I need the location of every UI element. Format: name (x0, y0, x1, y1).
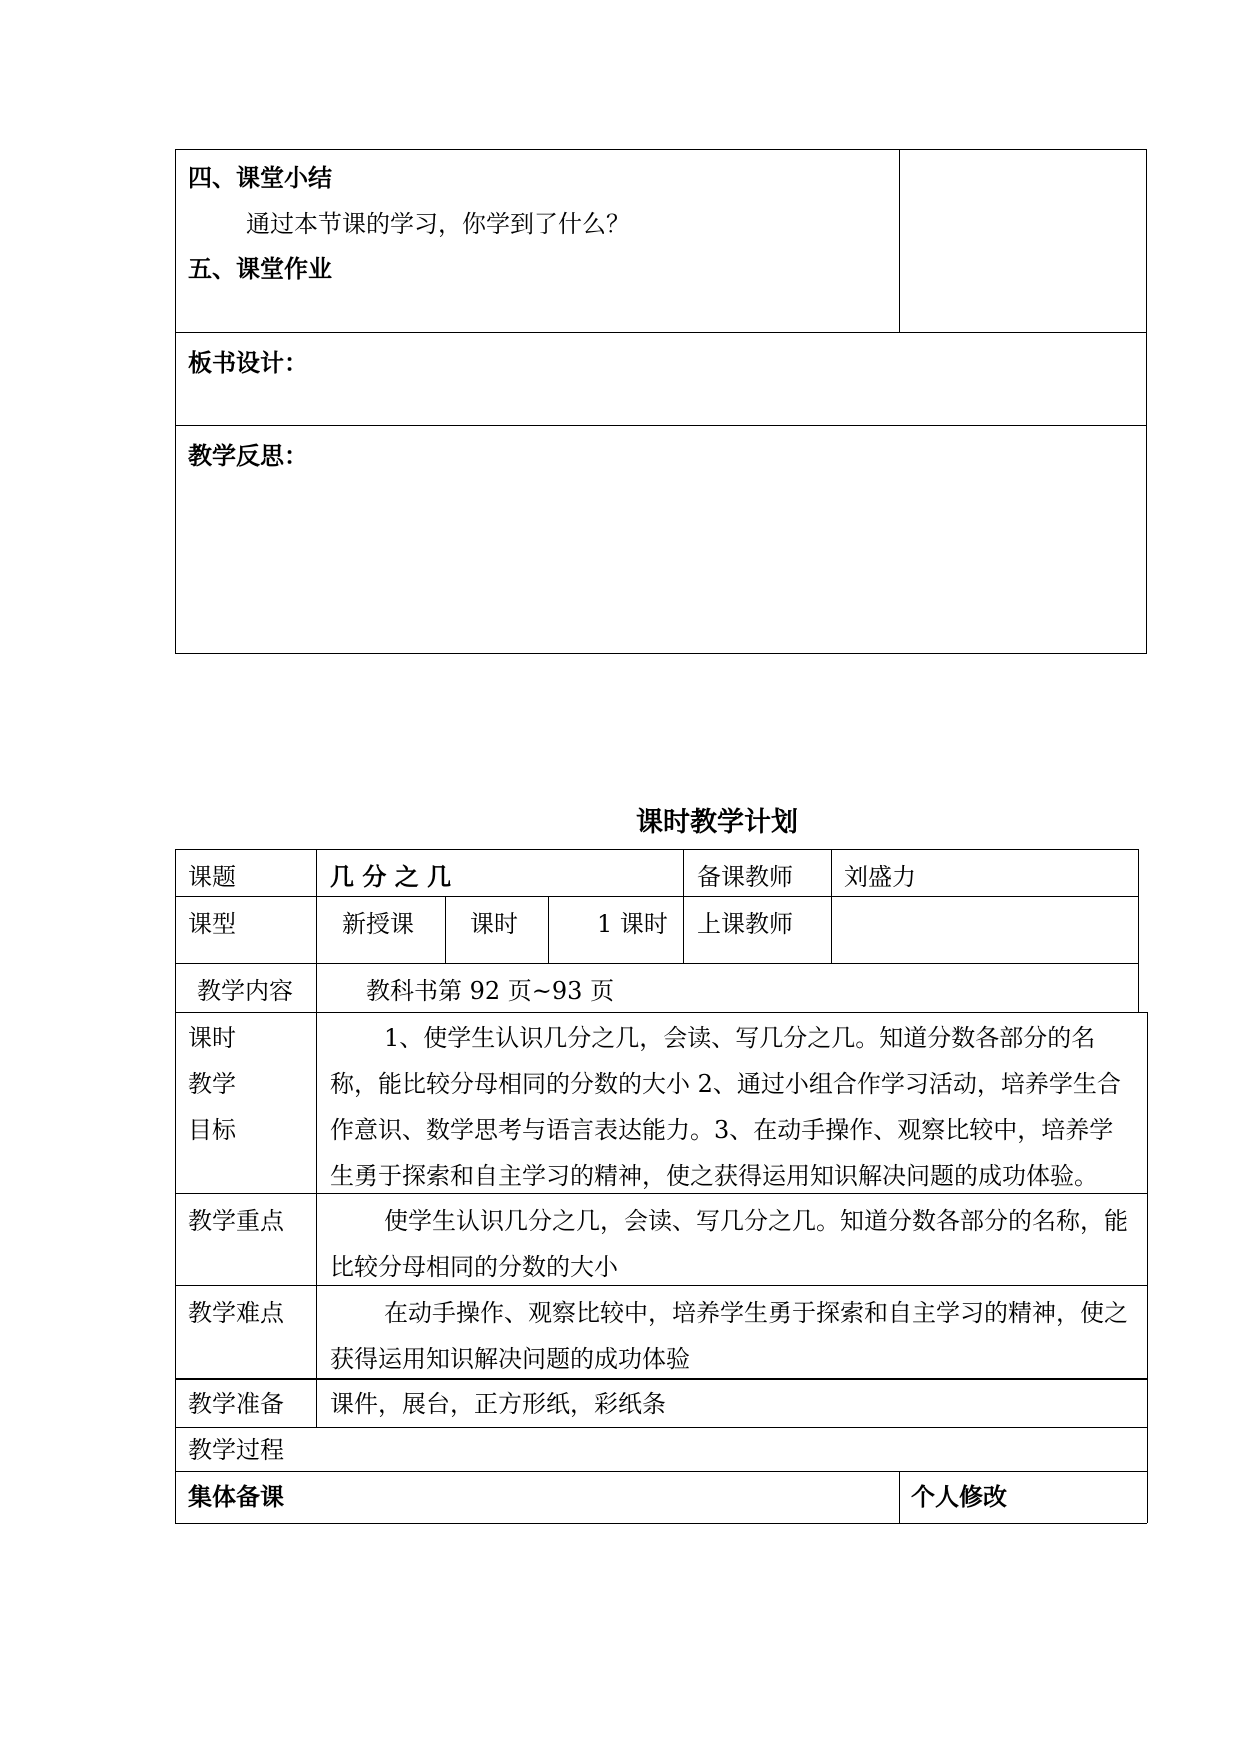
plan-bottom-border (175, 1523, 1147, 1524)
period-value: 1 课时 (597, 910, 668, 938)
plan-row-divider (175, 1471, 1147, 1472)
prep-teacher-label: 备课教师 (697, 863, 793, 891)
plan-right-border (1138, 849, 1139, 1012)
plan-left-border (175, 849, 176, 1523)
top-table-col-divider (899, 149, 900, 332)
objectives-label-line1: 课时 (188, 1024, 236, 1052)
objectives-label-line2: 教学 (188, 1070, 236, 1098)
plan-row-divider (175, 896, 1138, 897)
top-table-row-divider (175, 332, 1147, 333)
collective-label: 集体备课 (188, 1483, 284, 1511)
plan-col-divider (899, 1471, 900, 1523)
objectives-text: 1、使学生认识几分之几，会读、写几分之几。知道分数各部分的名称，能比较分母相同的分数的大小 2、通过小组合作学习活动，培养学生合作意识、数学思考与语言表达能力。3、在动手操作、观察比较中，培养学生勇于探索和自主学习的精神，使之获得运用知识解决问题的成功体验。 (330, 1024, 1121, 1190)
process-label: 教学过程 (188, 1436, 284, 1464)
plan-row-divider (175, 849, 1138, 850)
plan-right-border-lower (1147, 1012, 1148, 1523)
plan-row-divider (175, 1427, 1147, 1428)
plan-row-divider (175, 963, 1138, 964)
content-value: 教科书第 92 页~93 页 (366, 977, 615, 1005)
objectives-label-line3: 目标 (188, 1116, 236, 1144)
difficulty-label: 教学难点 (188, 1299, 284, 1327)
reflection-label: 教学反思： (188, 442, 308, 470)
homework-heading: 五、课堂作业 (188, 255, 332, 283)
class-teacher-label: 上课教师 (697, 910, 793, 938)
summary-heading: 四、课堂小结 (188, 164, 332, 192)
plan-col-divider (831, 849, 832, 963)
plan-col-divider (445, 896, 446, 963)
materials-value: 课件，展台，正方形纸，彩纸条 (330, 1390, 666, 1418)
summary-text: 通过本节课的学习，你学到了什么？ (246, 210, 630, 238)
topic-value: 几 分 之 几 (330, 863, 452, 891)
plan-col-divider (548, 896, 549, 963)
plan-label-col-divider (316, 849, 317, 1427)
type-value: 新授课 (342, 910, 414, 938)
plan-row-divider (175, 1012, 1147, 1013)
plan-title: 课时教学计划 (636, 807, 798, 838)
period-label: 课时 (470, 910, 518, 938)
prep-teacher-value: 刘盛力 (844, 863, 916, 891)
top-table-row-divider (175, 425, 1147, 426)
materials-label: 教学准备 (188, 1390, 284, 1418)
keypoints-text: 使学生认识几分之几，会读、写几分之几。知道分数各部分的名称，能比较分母相同的分数的大小 (330, 1207, 1128, 1281)
board-design-label: 板书设计： (188, 349, 308, 377)
type-label: 课型 (188, 910, 236, 938)
content-label: 教学内容 (197, 977, 293, 1005)
topic-label: 课题 (188, 863, 236, 891)
personal-label: 个人修改 (911, 1483, 1007, 1511)
difficulty-text: 在动手操作、观察比较中，培养学生勇于探索和自主学习的精神，使之获得运用知识解决问题的成功体验 (330, 1299, 1128, 1373)
plan-col-divider (683, 849, 684, 963)
keypoints-label: 教学重点 (188, 1207, 284, 1235)
